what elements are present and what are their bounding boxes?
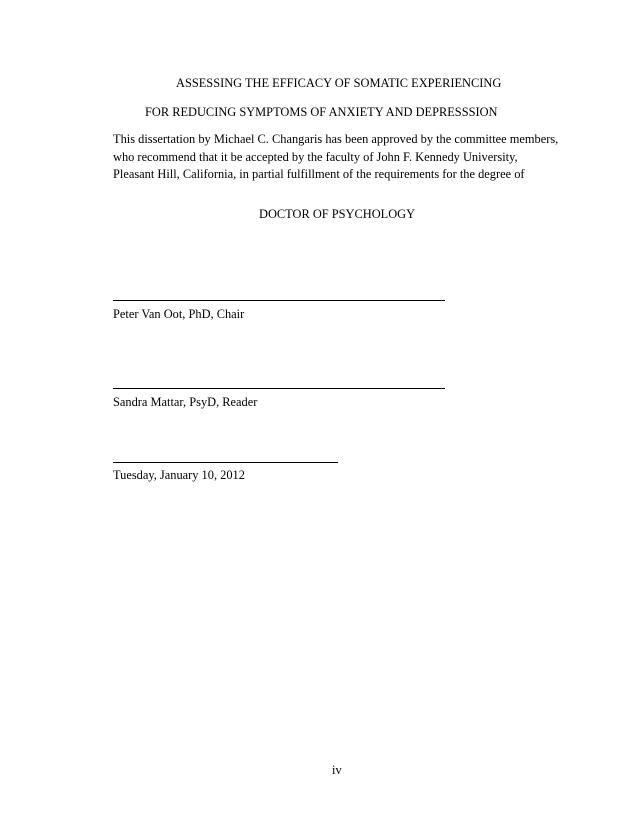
approval-text-line-1: This dissertation by Michael C. Changaris has been approved by the committee members, (113, 132, 559, 146)
degree-title: DOCTOR OF PSYCHOLOGY (259, 207, 416, 221)
approval-text-line-2: who recommend that it be accepted by the faculty of John F. Kennedy University, (113, 150, 518, 164)
chair-name: Peter Van Oot, PhD, Chair (113, 307, 245, 321)
chair-signature-line (113, 300, 445, 301)
title-line-2: FOR REDUCING SYMPTOMS OF ANXIETY AND DEPRESSSION (145, 105, 498, 119)
reader-signature-line (113, 388, 445, 389)
reader-name: Sandra Mattar, PsyD, Reader (113, 395, 258, 409)
approval-text-line-3: Pleasant Hill, California, in partial fulfillment of the requirements for the degree of (113, 167, 525, 181)
page-number: iv (332, 763, 342, 777)
title-line-1: ASSESSING THE EFFICACY OF SOMATIC EXPERIENCING (176, 76, 502, 90)
approval-date: Tuesday, January 10, 2012 (113, 468, 245, 482)
date-line (113, 462, 338, 463)
